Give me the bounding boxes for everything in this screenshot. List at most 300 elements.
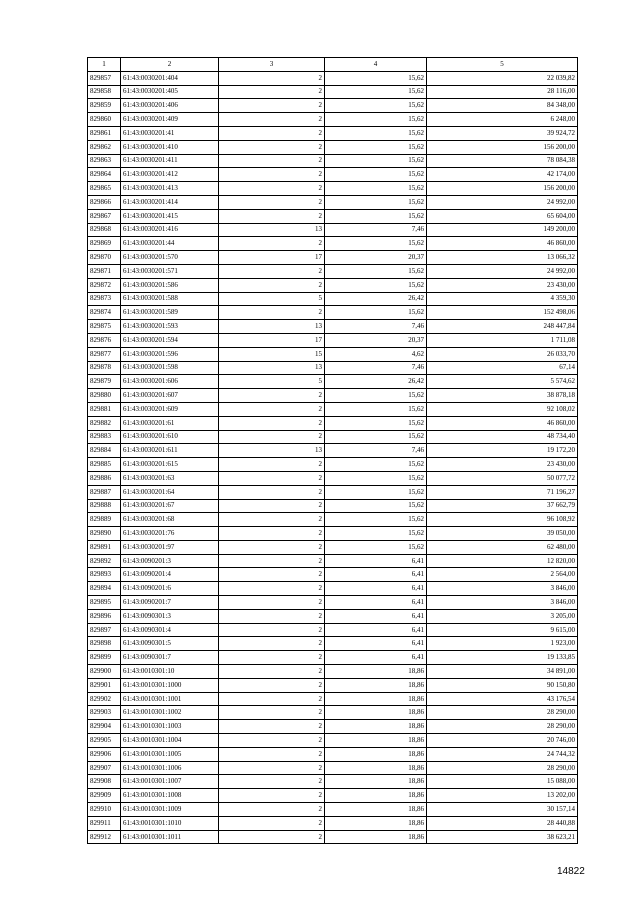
table-row <box>88 195 578 209</box>
table-cell-col-1: 829865 <box>88 182 121 196</box>
table-cell-col-1: 829879 <box>88 375 121 389</box>
table-cell-col-2: 61:43:0010301:1004 <box>121 734 219 748</box>
table-cell-col-3: 2 <box>219 720 325 734</box>
table-cell-col-1: 829899 <box>88 651 121 665</box>
table-cell-col-4: 6,41 <box>325 651 427 665</box>
table-row <box>88 458 578 472</box>
table-cell-col-2: 61:43:0030201:611 <box>121 444 219 458</box>
table-cell-col-4: 15,62 <box>325 499 427 513</box>
table-cell-col-2: 61:43:0030201:594 <box>121 333 219 347</box>
table-cell-col-2: 61:43:0030201:44 <box>121 237 219 251</box>
table-cell-col-2: 61:43:0030201:607 <box>121 389 219 403</box>
table-cell-col-1: 829885 <box>88 458 121 472</box>
table-cell-col-3: 2 <box>219 209 325 223</box>
table-cell-col-1: 829895 <box>88 596 121 610</box>
table-cell-col-1: 829884 <box>88 444 121 458</box>
table-cell-col-3: 2 <box>219 99 325 113</box>
table-cell-col-5: 1 923,00 <box>427 637 578 651</box>
table-row <box>88 665 578 679</box>
table-cell-col-5: 13 066,32 <box>427 251 578 265</box>
table-cell-col-1: 829880 <box>88 389 121 403</box>
table-cell-col-4: 26,42 <box>325 375 427 389</box>
table-cell-col-4: 18,86 <box>325 692 427 706</box>
table-row <box>88 375 578 389</box>
table-row <box>88 430 578 444</box>
table-cell-col-4: 6,41 <box>325 596 427 610</box>
table-row <box>88 416 578 430</box>
table-cell-col-4: 4,62 <box>325 347 427 361</box>
table-cell-col-2: 61:43:0010301:1003 <box>121 720 219 734</box>
table-cell-col-4: 7,46 <box>325 320 427 334</box>
table-cell-col-5: 24 992,00 <box>427 264 578 278</box>
table-row <box>88 609 578 623</box>
table-cell-col-4: 15,62 <box>325 154 427 168</box>
table-cell-col-5: 6 248,00 <box>427 113 578 127</box>
table-cell-col-5: 24 744,32 <box>427 747 578 761</box>
table-row <box>88 154 578 168</box>
table-cell-col-3: 2 <box>219 389 325 403</box>
table-row <box>88 209 578 223</box>
table-cell-col-1: 829905 <box>88 734 121 748</box>
table-cell-col-1: 829882 <box>88 416 121 430</box>
table-cell-col-4: 18,86 <box>325 734 427 748</box>
table-row <box>88 71 578 85</box>
table-cell-col-2: 61:43:0030201:593 <box>121 320 219 334</box>
table-cell-col-1: 829869 <box>88 237 121 251</box>
table-row <box>88 126 578 140</box>
table-cell-col-4: 15,62 <box>325 540 427 554</box>
table-cell-col-5: 37 662,79 <box>427 499 578 513</box>
table-cell-col-2: 61:43:0010301:1007 <box>121 775 219 789</box>
table-cell-col-1: 829873 <box>88 292 121 306</box>
table-cell-col-2: 61:43:0030201:64 <box>121 485 219 499</box>
table-row <box>88 651 578 665</box>
table-cell-col-5: 15 088,00 <box>427 775 578 789</box>
table-cell-col-3: 15 <box>219 347 325 361</box>
table-cell-col-5: 3 846,00 <box>427 596 578 610</box>
table-cell-col-5: 50 077,72 <box>427 471 578 485</box>
table-body <box>88 71 578 844</box>
table-cell-col-2: 61:43:0030201:610 <box>121 430 219 444</box>
table-cell-col-2: 61:43:0030201:588 <box>121 292 219 306</box>
table-cell-col-3: 2 <box>219 582 325 596</box>
table-cell-col-4: 15,62 <box>325 485 427 499</box>
table-row <box>88 99 578 113</box>
table-cell-col-3: 2 <box>219 306 325 320</box>
table-cell-col-1: 829858 <box>88 85 121 99</box>
table-cell-col-3: 2 <box>219 830 325 844</box>
table-cell-col-4: 15,62 <box>325 430 427 444</box>
table-row <box>88 306 578 320</box>
table-cell-col-3: 2 <box>219 85 325 99</box>
table-cell-col-4: 15,62 <box>325 389 427 403</box>
table-cell-col-3: 2 <box>219 168 325 182</box>
table-row <box>88 803 578 817</box>
table-row <box>88 182 578 196</box>
table-cell-col-5: 19 172,20 <box>427 444 578 458</box>
table-cell-col-3: 2 <box>219 803 325 817</box>
table-cell-col-2: 61:43:0090201:6 <box>121 582 219 596</box>
table-cell-col-2: 61:43:0090201:7 <box>121 596 219 610</box>
table-cell-col-2: 61:43:0030201:67 <box>121 499 219 513</box>
table-cell-col-5: 156 200,00 <box>427 182 578 196</box>
table-cell-col-1: 829886 <box>88 471 121 485</box>
table-cell-col-4: 15,62 <box>325 71 427 85</box>
table-cell-col-4: 15,62 <box>325 306 427 320</box>
table-cell-col-1: 829909 <box>88 789 121 803</box>
table-row <box>88 775 578 789</box>
table-cell-col-5: 28 290,00 <box>427 761 578 775</box>
table-cell-col-3: 2 <box>219 195 325 209</box>
table-cell-col-5: 23 430,00 <box>427 458 578 472</box>
table-row <box>88 789 578 803</box>
table-cell-col-5: 90 150,80 <box>427 678 578 692</box>
table-cell-col-5: 9 615,00 <box>427 623 578 637</box>
table-row <box>88 568 578 582</box>
table-cell-col-5: 39 924,72 <box>427 126 578 140</box>
table-cell-col-3: 2 <box>219 402 325 416</box>
table-row <box>88 816 578 830</box>
table-cell-col-1: 829889 <box>88 513 121 527</box>
table-cell-col-1: 829857 <box>88 71 121 85</box>
table-cell-col-4: 26,42 <box>325 292 427 306</box>
table-cell-col-1: 829888 <box>88 499 121 513</box>
table-cell-col-5: 152 498,06 <box>427 306 578 320</box>
table-cell-col-1: 829912 <box>88 830 121 844</box>
table-cell-col-1: 829908 <box>88 775 121 789</box>
table-cell-col-1: 829875 <box>88 320 121 334</box>
table-cell-col-3: 2 <box>219 471 325 485</box>
table-cell-col-3: 2 <box>219 126 325 140</box>
table-cell-col-5: 38 878,18 <box>427 389 578 403</box>
table-cell-col-4: 18,86 <box>325 665 427 679</box>
table-cell-col-2: 61:43:0030201:406 <box>121 99 219 113</box>
table-cell-col-3: 2 <box>219 182 325 196</box>
table-cell-col-5: 4 359,30 <box>427 292 578 306</box>
table-cell-col-2: 61:43:0010301:1006 <box>121 761 219 775</box>
table-cell-col-5: 1 711,08 <box>427 333 578 347</box>
table-cell-col-3: 2 <box>219 665 325 679</box>
table-cell-col-3: 2 <box>219 816 325 830</box>
table-cell-col-4: 6,41 <box>325 568 427 582</box>
table-cell-col-5: 5 574,62 <box>427 375 578 389</box>
table-cell-col-4: 15,62 <box>325 527 427 541</box>
table-cell-col-4: 6,41 <box>325 582 427 596</box>
table-cell-col-2: 61:43:0030201:615 <box>121 458 219 472</box>
table-cell-col-3: 2 <box>219 540 325 554</box>
table-row <box>88 637 578 651</box>
table-cell-col-2: 61:43:0090201:4 <box>121 568 219 582</box>
table-cell-col-2: 61:43:0030201:76 <box>121 527 219 541</box>
table-cell-col-4: 15,62 <box>325 168 427 182</box>
table-cell-col-5: 42 174,00 <box>427 168 578 182</box>
table-cell-col-4: 7,46 <box>325 361 427 375</box>
table-cell-col-3: 2 <box>219 706 325 720</box>
table-cell-col-4: 15,62 <box>325 237 427 251</box>
table-cell-col-3: 2 <box>219 692 325 706</box>
table-cell-col-2: 61:43:0010301:1008 <box>121 789 219 803</box>
table-cell-col-2: 61:43:0090201:3 <box>121 554 219 568</box>
table-cell-col-5: 65 604,00 <box>427 209 578 223</box>
table-cell-col-1: 829864 <box>88 168 121 182</box>
table-cell-col-3: 2 <box>219 485 325 499</box>
data-table <box>87 57 578 844</box>
table-cell-col-2: 61:43:0030201:412 <box>121 168 219 182</box>
table-cell-col-3: 2 <box>219 568 325 582</box>
table-cell-col-3: 2 <box>219 623 325 637</box>
table-cell-col-2: 61:43:0030201:411 <box>121 154 219 168</box>
table-cell-col-1: 829902 <box>88 692 121 706</box>
table-row <box>88 333 578 347</box>
table-cell-col-5: 248 447,84 <box>427 320 578 334</box>
table-cell-col-1: 829872 <box>88 278 121 292</box>
table-cell-col-2: 61:43:0090301:5 <box>121 637 219 651</box>
table-cell-col-5: 23 430,00 <box>427 278 578 292</box>
table-cell-col-2: 61:43:0030201:589 <box>121 306 219 320</box>
table-cell-col-3: 2 <box>219 527 325 541</box>
table-cell-col-5: 19 133,85 <box>427 651 578 665</box>
table-cell-col-1: 829893 <box>88 568 121 582</box>
table-cell-col-5: 20 746,00 <box>427 734 578 748</box>
table-cell-col-5: 12 820,00 <box>427 554 578 568</box>
table-cell-col-4: 15,62 <box>325 264 427 278</box>
table-cell-col-2: 61:43:0030201:405 <box>121 85 219 99</box>
table-cell-col-2: 61:43:0030201:586 <box>121 278 219 292</box>
table-row <box>88 485 578 499</box>
table-cell-col-4: 15,62 <box>325 458 427 472</box>
table-cell-col-4: 15,62 <box>325 140 427 154</box>
table-cell-col-4: 18,86 <box>325 678 427 692</box>
column-header-5: 5 <box>427 58 578 72</box>
table-cell-col-5: 156 200,00 <box>427 140 578 154</box>
table-cell-col-4: 18,86 <box>325 803 427 817</box>
table-cell-col-3: 17 <box>219 333 325 347</box>
table-row <box>88 347 578 361</box>
table-cell-col-2: 61:43:0030201:416 <box>121 223 219 237</box>
table-cell-col-2: 61:43:0090301:7 <box>121 651 219 665</box>
table-header <box>88 58 578 72</box>
table-row <box>88 692 578 706</box>
table-cell-col-4: 6,41 <box>325 609 427 623</box>
table-cell-col-5: 3 205,00 <box>427 609 578 623</box>
table-cell-col-2: 61:43:0030201:414 <box>121 195 219 209</box>
table-row <box>88 237 578 251</box>
table-cell-col-5: 13 202,00 <box>427 789 578 803</box>
table-cell-col-3: 2 <box>219 430 325 444</box>
table-row <box>88 623 578 637</box>
table-cell-col-2: 61:43:0010301:1011 <box>121 830 219 844</box>
table-cell-col-4: 15,62 <box>325 402 427 416</box>
table-row <box>88 678 578 692</box>
table-cell-col-3: 5 <box>219 375 325 389</box>
table-cell-col-5: 28 290,00 <box>427 720 578 734</box>
table-cell-col-4: 15,62 <box>325 513 427 527</box>
table-cell-col-4: 15,62 <box>325 278 427 292</box>
table-cell-col-4: 15,62 <box>325 471 427 485</box>
table-cell-col-3: 13 <box>219 361 325 375</box>
table-cell-col-3: 2 <box>219 609 325 623</box>
table-cell-col-1: 829890 <box>88 527 121 541</box>
table-cell-col-3: 2 <box>219 140 325 154</box>
table-cell-col-1: 829894 <box>88 582 121 596</box>
table-cell-col-1: 829874 <box>88 306 121 320</box>
table-cell-col-1: 829861 <box>88 126 121 140</box>
table-cell-col-4: 6,41 <box>325 637 427 651</box>
table-cell-col-3: 2 <box>219 651 325 665</box>
table-row <box>88 554 578 568</box>
table-cell-col-1: 829897 <box>88 623 121 637</box>
table-cell-col-2: 61:43:0030201:415 <box>121 209 219 223</box>
table-cell-col-2: 61:43:0010301:1005 <box>121 747 219 761</box>
table-cell-col-4: 20,37 <box>325 333 427 347</box>
table-cell-col-2: 61:43:0030201:598 <box>121 361 219 375</box>
table-cell-col-3: 2 <box>219 775 325 789</box>
table-cell-col-1: 829878 <box>88 361 121 375</box>
column-header-4: 4 <box>325 58 427 72</box>
table-row <box>88 830 578 844</box>
table-row <box>88 292 578 306</box>
table-cell-col-2: 61:43:0030201:409 <box>121 113 219 127</box>
table-cell-col-2: 61:43:0030201:606 <box>121 375 219 389</box>
table-cell-col-3: 2 <box>219 154 325 168</box>
table-row <box>88 264 578 278</box>
table-cell-col-1: 829910 <box>88 803 121 817</box>
table-cell-col-3: 2 <box>219 458 325 472</box>
table-cell-col-5: 62 480,00 <box>427 540 578 554</box>
table-cell-col-1: 829881 <box>88 402 121 416</box>
table-cell-col-5: 71 196,27 <box>427 485 578 499</box>
column-header-2: 2 <box>121 58 219 72</box>
table-cell-col-1: 829892 <box>88 554 121 568</box>
table-cell-col-4: 18,86 <box>325 830 427 844</box>
table-cell-col-5: 3 846,00 <box>427 582 578 596</box>
table-row <box>88 761 578 775</box>
table-cell-col-2: 61:43:0030201:97 <box>121 540 219 554</box>
table-cell-col-4: 15,62 <box>325 113 427 127</box>
table-cell-col-5: 28 290,00 <box>427 706 578 720</box>
table-cell-col-1: 829859 <box>88 99 121 113</box>
table-cell-col-1: 829870 <box>88 251 121 265</box>
table-cell-col-5: 43 176,54 <box>427 692 578 706</box>
table-cell-col-4: 6,41 <box>325 623 427 637</box>
table-cell-col-4: 20,37 <box>325 251 427 265</box>
table-cell-col-2: 61:43:0010301:1001 <box>121 692 219 706</box>
table-row <box>88 251 578 265</box>
table-cell-col-4: 18,86 <box>325 775 427 789</box>
table-cell-col-1: 829877 <box>88 347 121 361</box>
table-row <box>88 444 578 458</box>
table-cell-col-5: 78 084,38 <box>427 154 578 168</box>
table-cell-col-1: 829862 <box>88 140 121 154</box>
table-cell-col-5: 34 891,00 <box>427 665 578 679</box>
table-row <box>88 402 578 416</box>
table-cell-col-5: 38 623,21 <box>427 830 578 844</box>
table-cell-col-2: 61:43:0030201:609 <box>121 402 219 416</box>
table-cell-col-2: 61:43:0010301:1000 <box>121 678 219 692</box>
table-cell-col-2: 61:43:0030201:570 <box>121 251 219 265</box>
table-cell-col-1: 829907 <box>88 761 121 775</box>
table-cell-col-1: 829868 <box>88 223 121 237</box>
table-row <box>88 140 578 154</box>
table-cell-col-5: 84 348,00 <box>427 99 578 113</box>
table-cell-col-1: 829901 <box>88 678 121 692</box>
table-cell-col-5: 46 860,00 <box>427 416 578 430</box>
table-row <box>88 320 578 334</box>
table-cell-col-5: 46 860,00 <box>427 237 578 251</box>
table-cell-col-2: 61:43:0090301:4 <box>121 623 219 637</box>
table-cell-col-1: 829887 <box>88 485 121 499</box>
table-row <box>88 706 578 720</box>
table-cell-col-3: 2 <box>219 513 325 527</box>
table-cell-col-2: 61:43:0010301:1009 <box>121 803 219 817</box>
table-cell-col-1: 829867 <box>88 209 121 223</box>
table-cell-col-1: 829904 <box>88 720 121 734</box>
table-cell-col-2: 61:43:0030201:41 <box>121 126 219 140</box>
table-cell-col-1: 829876 <box>88 333 121 347</box>
table-cell-col-5: 149 200,00 <box>427 223 578 237</box>
table-row <box>88 113 578 127</box>
table-row <box>88 168 578 182</box>
table-cell-col-1: 829896 <box>88 609 121 623</box>
table-cell-col-3: 2 <box>219 499 325 513</box>
table-row <box>88 223 578 237</box>
table-cell-col-4: 18,86 <box>325 761 427 775</box>
table-cell-col-5: 28 116,00 <box>427 85 578 99</box>
table-cell-col-4: 18,86 <box>325 816 427 830</box>
table-cell-col-1: 829863 <box>88 154 121 168</box>
table-cell-col-4: 18,86 <box>325 747 427 761</box>
table-cell-col-2: 61:43:0030201:413 <box>121 182 219 196</box>
table-row <box>88 582 578 596</box>
table-cell-col-1: 829871 <box>88 264 121 278</box>
table-cell-col-5: 92 108,02 <box>427 402 578 416</box>
table-cell-col-4: 18,86 <box>325 720 427 734</box>
table-row <box>88 85 578 99</box>
table-row <box>88 720 578 734</box>
table-cell-col-2: 61:43:0030201:63 <box>121 471 219 485</box>
table-cell-col-1: 829900 <box>88 665 121 679</box>
table-cell-col-5: 48 734,40 <box>427 430 578 444</box>
table-cell-col-3: 2 <box>219 596 325 610</box>
table-cell-col-4: 15,62 <box>325 182 427 196</box>
table-cell-col-2: 61:43:0030201:68 <box>121 513 219 527</box>
table-row <box>88 278 578 292</box>
table-cell-col-3: 2 <box>219 637 325 651</box>
table-cell-col-4: 7,46 <box>325 444 427 458</box>
table-row <box>88 471 578 485</box>
table-cell-col-4: 15,62 <box>325 126 427 140</box>
table-cell-col-2: 61:43:0030201:61 <box>121 416 219 430</box>
table-cell-col-3: 13 <box>219 320 325 334</box>
table-cell-col-3: 13 <box>219 223 325 237</box>
table-cell-col-4: 15,62 <box>325 195 427 209</box>
table-cell-col-4: 7,46 <box>325 223 427 237</box>
table-cell-col-3: 2 <box>219 113 325 127</box>
table-cell-col-1: 829903 <box>88 706 121 720</box>
header-row <box>88 58 578 72</box>
table-cell-col-1: 829883 <box>88 430 121 444</box>
page-number: 14822 <box>557 866 585 877</box>
table-cell-col-3: 2 <box>219 71 325 85</box>
table-cell-col-2: 61:43:0030201:596 <box>121 347 219 361</box>
table-row <box>88 734 578 748</box>
table-cell-col-5: 96 108,92 <box>427 513 578 527</box>
table-cell-col-2: 61:43:0030201:404 <box>121 71 219 85</box>
table-cell-col-2: 61:43:0010301:1002 <box>121 706 219 720</box>
table-row <box>88 499 578 513</box>
table-cell-col-5: 67,14 <box>427 361 578 375</box>
table-cell-col-5: 2 564,00 <box>427 568 578 582</box>
